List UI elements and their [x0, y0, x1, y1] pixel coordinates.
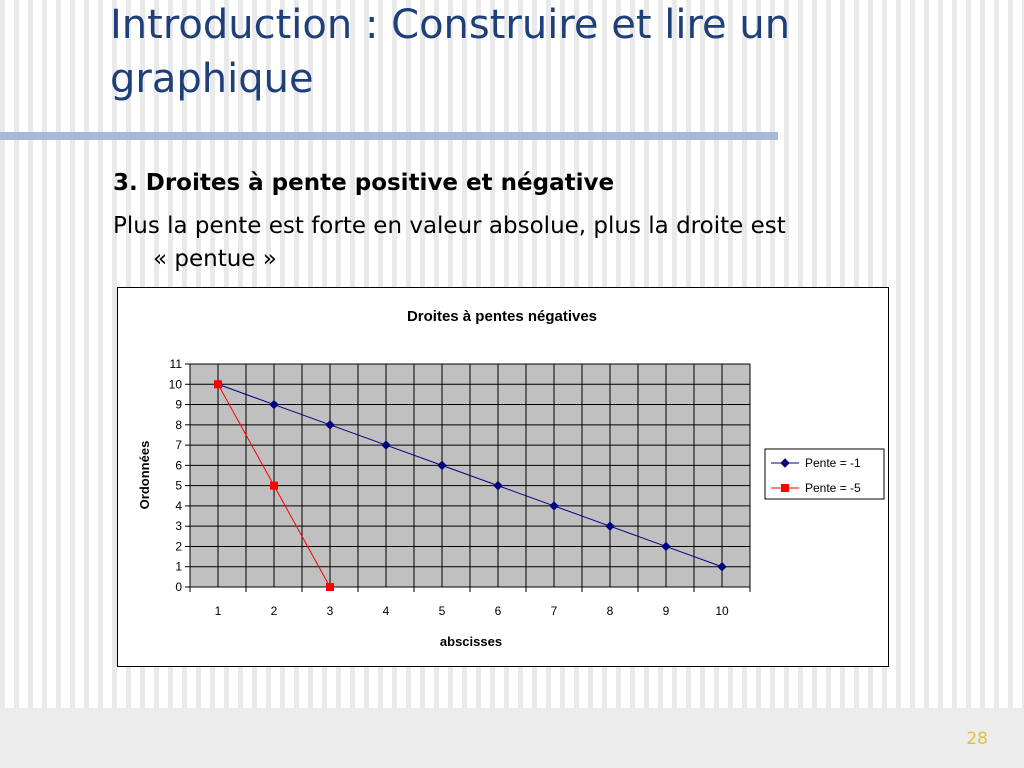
y-tick-label: 10 — [168, 377, 182, 392]
y-tick-label: 4 — [175, 498, 182, 513]
data-point — [271, 482, 278, 489]
x-tick-label: 7 — [550, 604, 558, 618]
y-tick-label: 3 — [175, 519, 182, 534]
y-tick-label: 5 — [175, 478, 182, 493]
y-tick-label: 8 — [175, 417, 182, 432]
legend-label: Pente = -5 — [805, 481, 861, 495]
body-paragraph — [113, 210, 983, 276]
y-tick-label: 1 — [175, 559, 182, 574]
page-number: 28 — [966, 729, 988, 749]
data-point — [327, 584, 334, 591]
y-tick-label: 2 — [175, 539, 182, 554]
x-tick-label: 6 — [494, 604, 502, 618]
section-heading: 3. Droites à pente positive et négative — [113, 170, 615, 196]
x-tick-label: 9 — [662, 604, 670, 618]
body-line-2: « pentue » — [153, 246, 277, 272]
chart-legend — [765, 449, 884, 499]
x-tick-label: 10 — [715, 604, 729, 618]
y-tick-label: 6 — [175, 458, 182, 473]
plot-area — [169, 357, 750, 618]
data-point — [215, 381, 222, 388]
legend-label: Pente = -1 — [805, 456, 861, 470]
title-underline — [0, 132, 778, 140]
x-tick-label: 3 — [326, 604, 334, 618]
chart-frame — [117, 287, 889, 667]
x-tick-label: 2 — [270, 604, 278, 618]
y-axis-label: Ordonnées — [137, 440, 152, 510]
chart-title: Droites à pentes négatives — [406, 308, 598, 325]
footer-band — [0, 708, 1024, 768]
x-axis-label: abscisses — [439, 634, 503, 649]
slide-title: Introduction : Construire et lire un graphique — [110, 2, 791, 102]
x-tick-label: 5 — [438, 604, 446, 618]
y-tick-label: 11 — [169, 357, 182, 371]
data-point — [782, 485, 789, 492]
x-tick-label: 4 — [382, 604, 390, 618]
body-line-1: Plus la pente est forte en valeur absolue, plus la droite est — [113, 213, 786, 239]
y-tick-label: 9 — [175, 397, 182, 412]
y-tick-label: 0 — [175, 580, 182, 594]
x-tick-label: 1 — [214, 604, 222, 618]
line-chart — [118, 288, 888, 666]
y-tick-label: 7 — [175, 438, 182, 453]
x-tick-label: 8 — [606, 604, 614, 618]
